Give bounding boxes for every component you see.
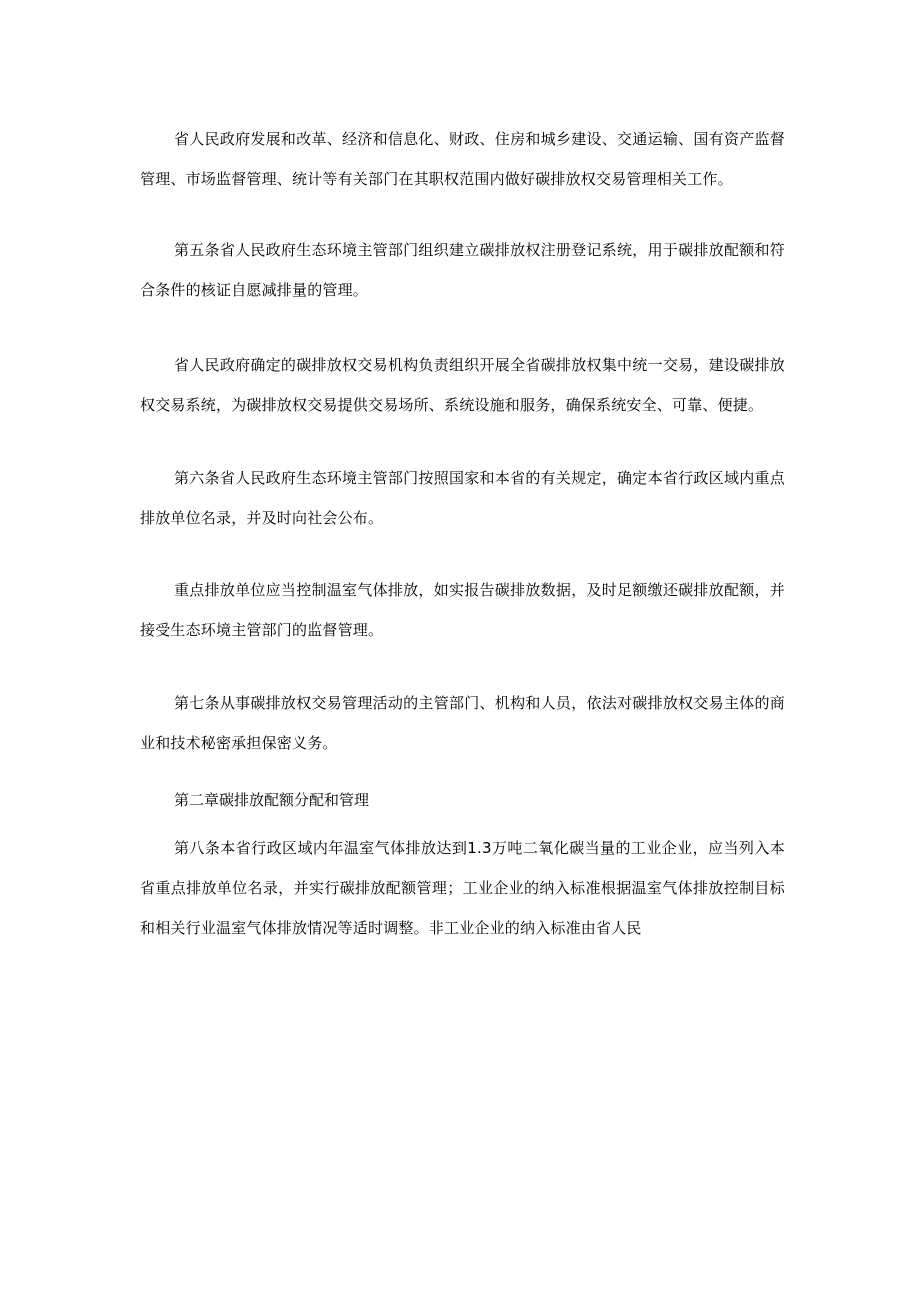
paragraph-trading-institution: 省人民政府确定的碳排放权交易机构负责组织开展全省碳排放权集中统一交易，建设碳排放权交易系统，为碳排放权交易提供交易场所、系统设施和服务，确保系统安全、可靠、便捷。 — [140, 356, 785, 414]
paragraph-article-7: 第七条从事碳排放权交易管理活动的主管部门、机构和人员，依法对碳排放权交易主体的商业和技术秘密承担保密义务。 — [140, 694, 785, 752]
paragraph-article-5: 第五条省人民政府生态环境主管部门组织建立碳排放权注册登记系统，用于碳排放配额和符合条件的核证自愿减排量的管理。 — [140, 241, 785, 299]
chapter-heading: 第二章碳排放配额分配和管理 — [174, 791, 370, 809]
paragraph-article-6: 第六条省人民政府生态环境主管部门按照国家和本省的有关规定，确定本省行政区域内重点排放单位名录，并及时向社会公布。 — [140, 469, 785, 527]
paragraph-article-8: 第八条本省行政区域内年温室气体排放达到1.3万吨二氧化碳当量的工业企业，应当列入本省重点排放单位名录，并实行碳排放配额管理；工业企业的纳入标准根据温室气体排放控制目标和相关行业温室气体排放情况等适时调整。非工业企业的纳入标准由省人民 — [140, 839, 785, 937]
paragraph-relevant-departments: 省人民政府发展和改革、经济和信息化、财政、住房和城乡建设、交通运输、国有资产监督管理、市场监督管理、统计等有关部门在其职权范围内做好碳排放权交易管理相关工作。 — [140, 130, 785, 188]
paragraph-key-emission-units: 重点排放单位应当控制温室气体排放，如实报告碳排放数据，及时足额缴还碳排放配额，并接受生态环境主管部门的监督管理。 — [140, 581, 785, 639]
